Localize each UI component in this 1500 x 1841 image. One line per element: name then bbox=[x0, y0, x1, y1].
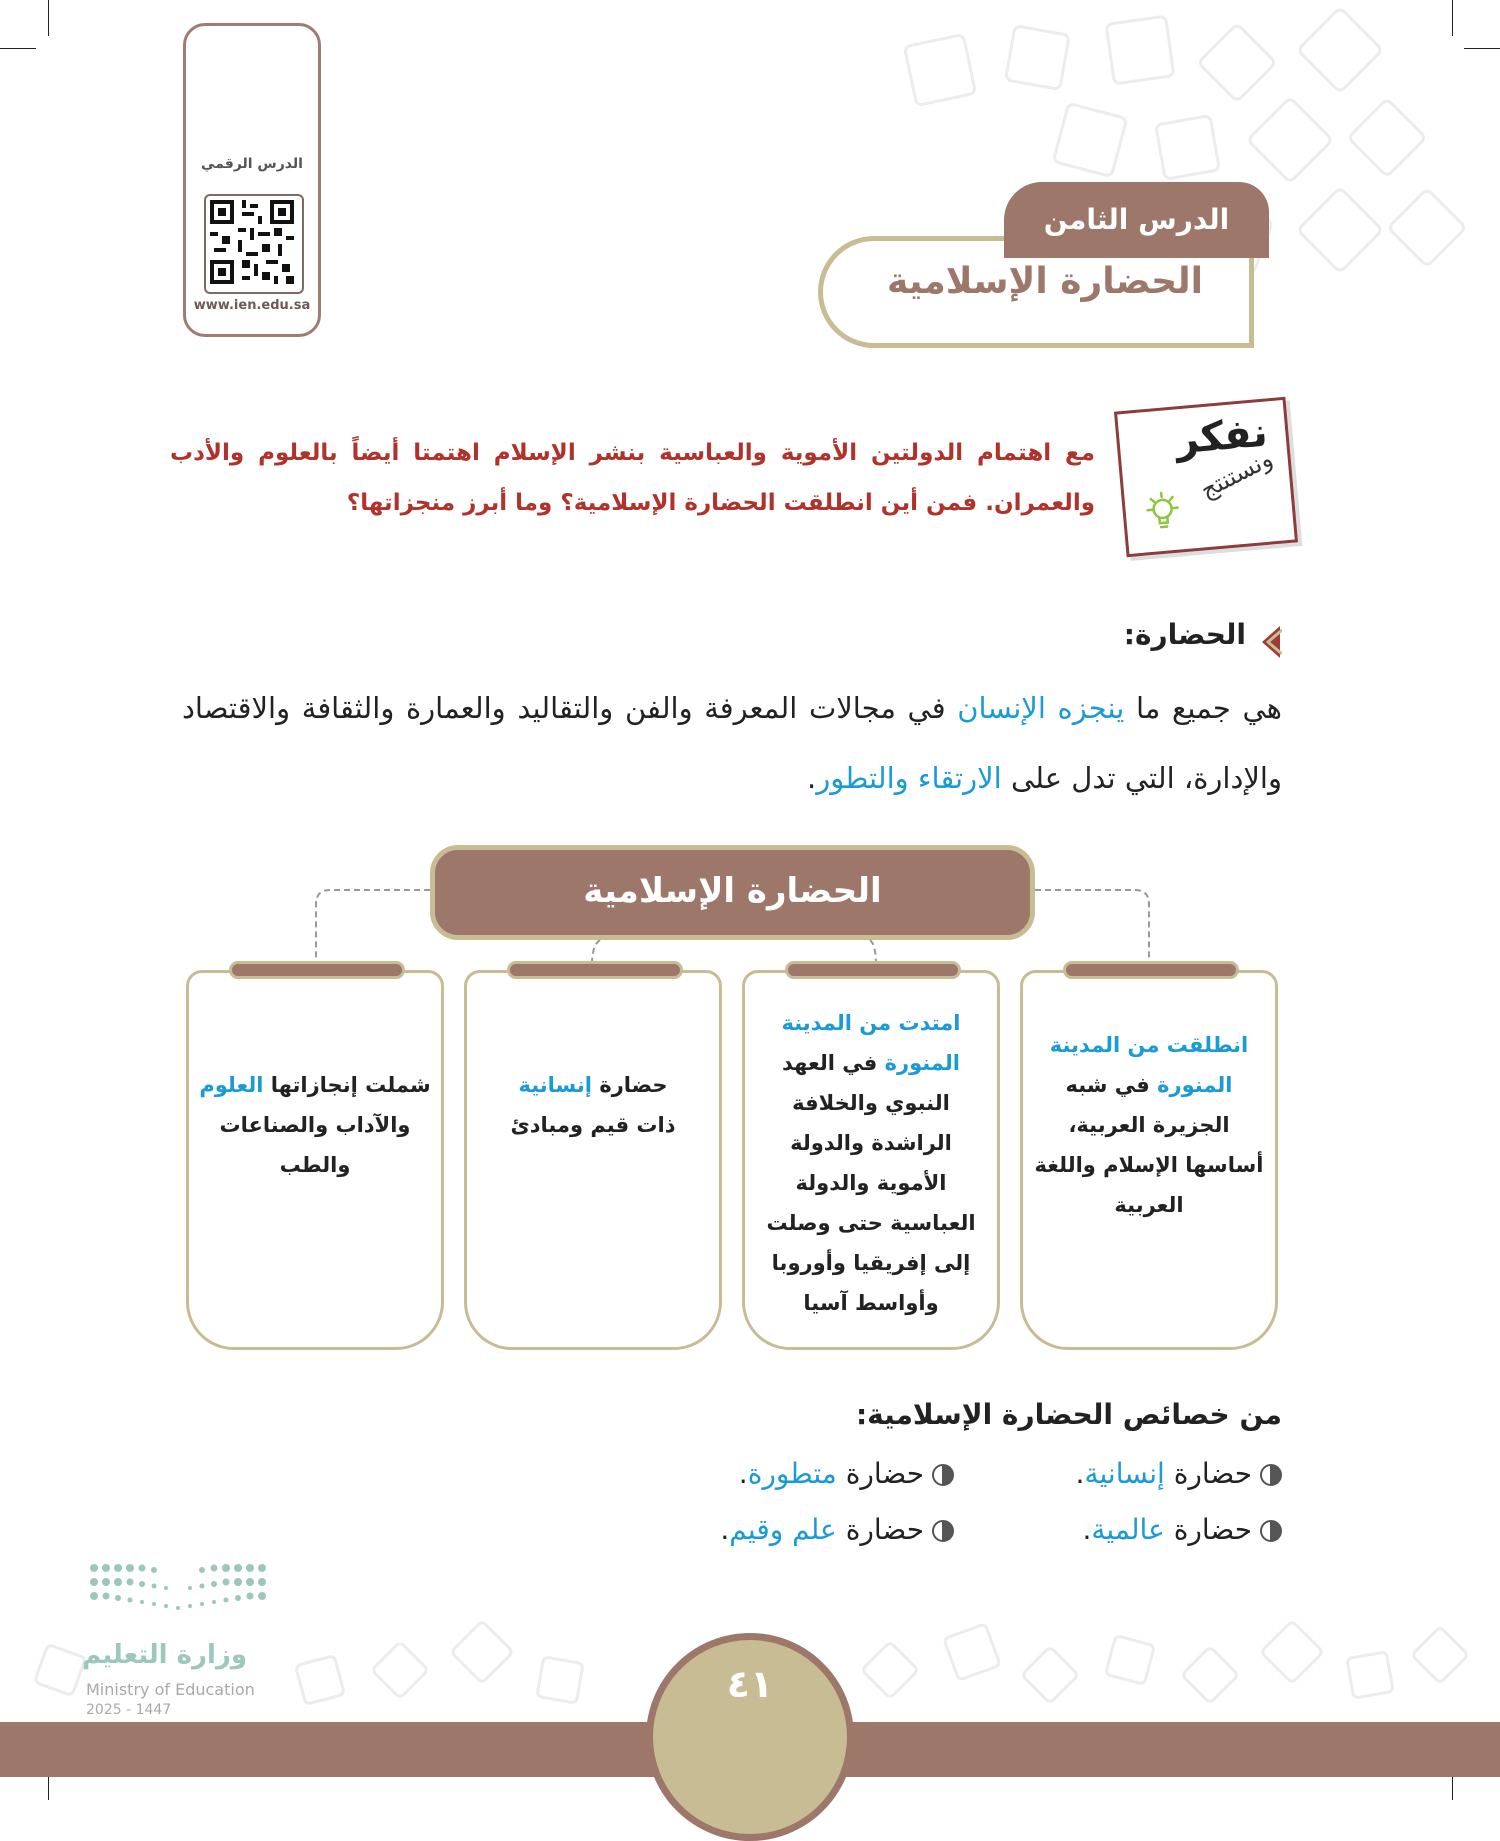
diagram-title: الحضارة الإسلامية bbox=[430, 845, 1035, 940]
bullet-icon bbox=[1260, 1464, 1282, 1486]
characteristic-prefix: حضارة bbox=[845, 1457, 924, 1490]
card-body: في العهد النبوي والخلافة الراشدة والدولة الأموية والدولة العباسية حتى وصلت إلى إفريقيا وأوروبا وأواسط آسيا bbox=[766, 1051, 976, 1315]
characteristic-item bbox=[739, 1457, 954, 1490]
diagram-card-achievements bbox=[186, 970, 444, 1350]
characteristic-item bbox=[1082, 1513, 1282, 1546]
card-highlight: إنسانية bbox=[518, 1073, 592, 1097]
card-text bbox=[507, 1065, 679, 1145]
card-text bbox=[1033, 1025, 1265, 1225]
bullet-icon bbox=[1260, 1520, 1282, 1542]
digital-lesson-label: الدرس الرقمي bbox=[201, 156, 303, 172]
ministry-year: 2025 - 1447 bbox=[86, 1702, 172, 1718]
card-tab bbox=[1063, 961, 1239, 979]
definition-part: . bbox=[807, 761, 817, 795]
definition-highlight: ينجزه الإنسان bbox=[957, 691, 1125, 725]
characteristic-prefix: حضارة bbox=[1173, 1457, 1252, 1490]
card-body: والآداب والصناعات والطب bbox=[219, 1113, 411, 1177]
card-body: في شبه الجزيرة العربية، أساسها الإسلام واللغة العربية bbox=[1034, 1073, 1264, 1217]
card-body: ذات قيم ومبادئ bbox=[510, 1113, 676, 1137]
ministry-logo bbox=[82, 1556, 302, 1736]
characteristic-word: إنسانية bbox=[1084, 1457, 1165, 1490]
website-url[interactable]: www.ien.edu.sa bbox=[193, 298, 311, 313]
characteristic-word: علم وقيم bbox=[729, 1513, 837, 1546]
think-title: نفكر bbox=[1173, 409, 1270, 464]
ministry-dots-icon bbox=[88, 1562, 268, 1622]
characteristic-prefix: حضارة bbox=[1173, 1513, 1252, 1546]
think-question-text: مع اهتمام الدولتين الأموية والعباسية بنشر الإسلام اهتمتا أيضاً بالعلوم والأدب والعمران. فمن أين انطلقت الحضارة الإسلامية؟ وما أبرز منجزاتها؟ bbox=[170, 440, 1095, 516]
characteristic-item bbox=[720, 1513, 954, 1546]
characteristic-end: . bbox=[738, 1457, 748, 1490]
lesson-title: الحضارة الإسلامية bbox=[886, 261, 1203, 302]
characteristic-end: . bbox=[720, 1513, 730, 1546]
definition-highlight: الارتقاء والتطور bbox=[816, 761, 1002, 795]
characteristic-word: متطورة bbox=[747, 1457, 837, 1490]
card-tab bbox=[785, 961, 961, 979]
diagram-card-origin bbox=[1020, 970, 1278, 1350]
definition-part: في مجالات المعرفة والفن والتقاليد والعمارة والثقافة والاقتصاد والإدارة، التي تدل على bbox=[182, 691, 1282, 795]
characteristics-title: من خصائص الحضارة الإسلامية: bbox=[855, 1398, 1282, 1431]
characteristic-prefix: حضارة bbox=[845, 1513, 924, 1546]
card-highlight: انطلقت من المدينة المنورة bbox=[1049, 1033, 1249, 1097]
definition-title: الحضارة: bbox=[1123, 618, 1246, 651]
diagram-card-expansion bbox=[742, 970, 1000, 1350]
card-tab bbox=[229, 961, 405, 979]
diagram-card-humanity bbox=[464, 970, 722, 1350]
ministry-name-ar: وزارة التعليم bbox=[82, 1640, 247, 1670]
card-highlight: العلوم bbox=[199, 1073, 264, 1097]
page-number-badge bbox=[646, 1633, 854, 1841]
ministry-name-en: Ministry of Education bbox=[86, 1680, 255, 1699]
characteristic-item bbox=[1076, 1457, 1282, 1490]
card-tab bbox=[507, 961, 683, 979]
definition-part: هي جميع ما bbox=[1124, 691, 1282, 725]
bullet-icon bbox=[932, 1520, 954, 1542]
bullet-icon bbox=[932, 1464, 954, 1486]
card-body: شملت إنجازاتها bbox=[270, 1073, 431, 1097]
card-highlight: امتدت من المدينة المنورة bbox=[781, 1011, 961, 1075]
characteristic-end: . bbox=[1075, 1457, 1085, 1490]
think-subtitle: ونستنتج bbox=[1195, 444, 1278, 505]
characteristic-end: . bbox=[1082, 1513, 1092, 1546]
lesson-number-tab: الدرس الثامن bbox=[1004, 182, 1269, 258]
card-text bbox=[755, 1003, 987, 1323]
characteristic-word: عالمية bbox=[1091, 1513, 1165, 1546]
page-number: ٤١ bbox=[726, 1662, 774, 1706]
card-body: حضارة bbox=[599, 1073, 668, 1097]
card-text bbox=[199, 1065, 431, 1185]
